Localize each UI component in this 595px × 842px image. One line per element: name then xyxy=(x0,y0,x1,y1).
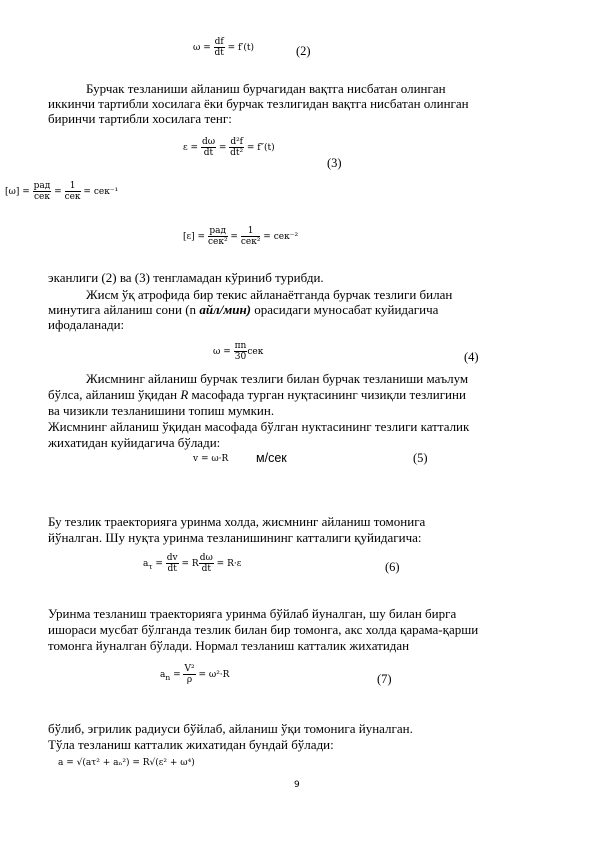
paragraph-line: ифодаланади: xyxy=(48,317,125,332)
formula-tangential-acceleration: $a_\tau$ = $\frac{dv}{dt}$ = R $\frac{d\omega}{dt}$ = R·ε xyxy=(143,553,242,574)
paragraph-line: эканлиги (2) ва (3) тенгламадан кўриниб турибди. xyxy=(48,270,324,285)
equation-number-6: (6) xyxy=(385,560,400,574)
paragraph-line: минутига айланиш сони (n айл/мин) орасидаги муносабат куйидагича xyxy=(48,302,439,317)
formula-normal-acceleration: $a_n$ = $\frac{\text{V²}}{\rho}$ = ω²·R xyxy=(160,664,230,685)
formula-unit-omega: [ω] = $\frac{\text{рад}}{\text{сек}}$ = $\frac{1}{\text{сек}}$ = сек⁻¹ xyxy=(5,181,119,202)
paragraph-line: ишораси мусбат бўлганда тезлик билан бир томонга, акс холда қарама-қарши xyxy=(48,622,479,637)
paragraph-line: Бу тезлик траекторияга уринма холда, жисмнинг айланиш томонига xyxy=(48,514,426,529)
paragraph-line: Жисмнинг айланиш бурчак тезлиги билан бурчак тезланиши маълум xyxy=(86,371,469,386)
equation-number-4: (4) xyxy=(464,350,479,364)
paragraph-line: ва чизикли тезланишини топиш мумкин. xyxy=(48,403,275,418)
equation-number-2: (2) xyxy=(296,44,311,58)
paragraph-line: Тўла тезланиш катталик жихатидан бундай бўлади: xyxy=(48,737,334,752)
paragraph-line: Бурчак тезланиши айланиш бурчагидан вақтга нисбатан олинган xyxy=(86,81,446,96)
paragraph-line: Жисм ўқ атрофида бир текис айланаётганда бурчак тезлиги билан xyxy=(86,287,453,302)
formula-rpm-relation: ω = $\frac{\pi n}{30}$ сек xyxy=(213,341,264,362)
paragraph-line: томонга йуналган бўлади. Нормал тезланиш катталик жихатидан xyxy=(48,638,410,653)
page-number: 9 xyxy=(294,780,300,790)
paragraph-line: жихатидан куйидагича бўлади: xyxy=(48,435,221,450)
paragraph-line: биринчи тартибли хосилага тенг: xyxy=(48,111,232,126)
paragraph-line: иккинчи тартибли хосилага ёки бурчак тезлигидан вақтга нисбатан олинган xyxy=(48,96,469,111)
paragraph-line: йўналган. Шу нуқта уринма тезланишининг катталиги қуйидагича: xyxy=(48,530,422,545)
formula-unit-epsilon: [ε] = $\frac{\text{рад}}{\text{сек²}}$ = $\frac{1}{\text{сек²}}$ = сек⁻² xyxy=(183,226,299,247)
paragraph-line: бўлса, айланиш ўқидан R масофада турган нуқтасининг чизиқли тезлигини xyxy=(48,387,466,402)
equation-number-3: (3) xyxy=(327,156,342,170)
unit-label: м/сек xyxy=(256,451,287,465)
formula-image: ω = $\frac{df}{dt}$ = f′(t) xyxy=(193,37,254,58)
paragraph-line: бўлиб, эгрилик радиуси бўйлаб, айланиш ўқи томонига йуналган. xyxy=(48,721,413,736)
formula-angular-acceleration: ε = $\frac{d\omega}{dt}$ = $\frac{\text{d²f}}{\text{dt²}}$ = f″(t) xyxy=(183,137,275,158)
formula-linear-velocity: v = ω·R xyxy=(193,454,229,464)
equation-number-7: (7) xyxy=(377,672,392,686)
formula-total-acceleration: a = √(aτ² + aₙ²) = R√(ε² + ω⁴) xyxy=(58,758,195,768)
paragraph-line: Уринма тезланиш траекторияга уринма бўйлаб йуналган, шу билан бирга xyxy=(48,606,457,621)
paragraph-line: Жисмнинг айланиш ўқидан масофада бўлган нуктасининг тезлиги катталик xyxy=(48,419,470,434)
equation-number-5: (5) xyxy=(413,451,428,465)
formula-angular-velocity xyxy=(193,37,254,58)
